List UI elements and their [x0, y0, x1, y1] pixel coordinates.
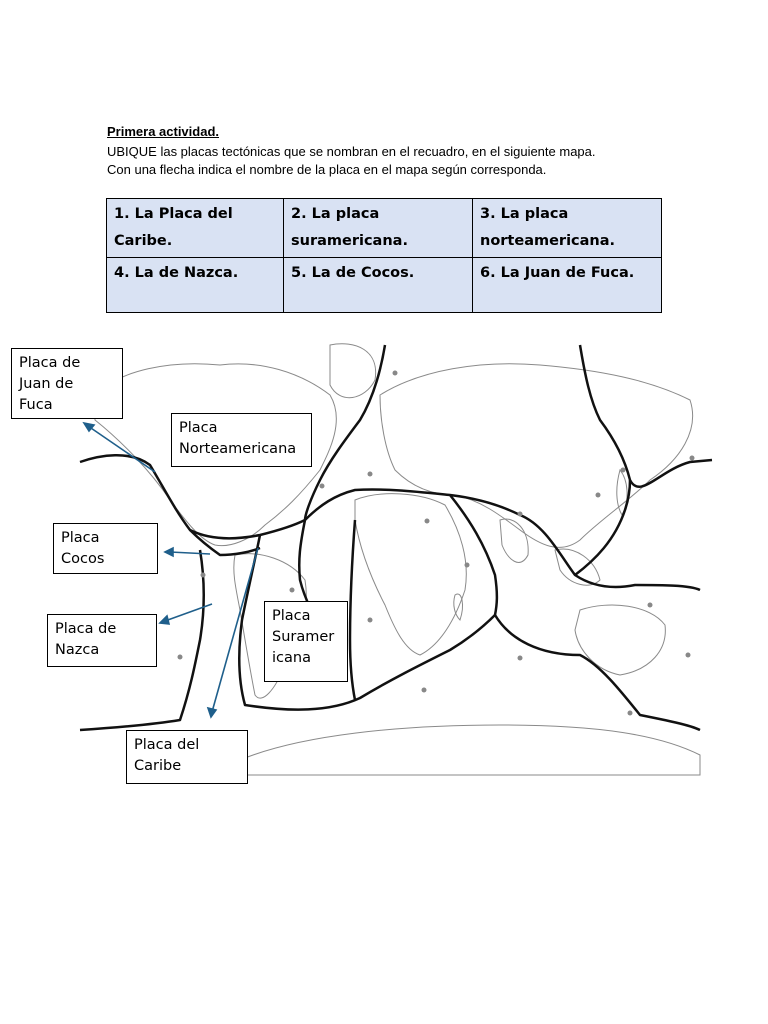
- label-line: Norteamericana: [179, 441, 297, 457]
- label-norteamericana: [171, 413, 312, 467]
- table-cell: 6. La Juan de Fuca.: [473, 258, 662, 313]
- label-juan-de-fuca: [11, 348, 123, 419]
- label-line: Placa: [179, 420, 218, 436]
- table-cell: 1. La Placa del Caribe.: [107, 199, 284, 258]
- label-line: Placa: [61, 530, 100, 546]
- label-line: Caribe: [134, 758, 182, 774]
- label-line: icana: [272, 650, 311, 666]
- label-caribe: [126, 730, 248, 784]
- label-line: Placa del: [134, 737, 200, 753]
- coastlines: [95, 344, 700, 775]
- table-cell: 2. La placa suramericana.: [284, 199, 473, 258]
- label-line: Cocos: [61, 551, 105, 567]
- label-nazca: [47, 614, 157, 667]
- table-cell: 5. La de Cocos.: [284, 258, 473, 313]
- table-row: [107, 199, 662, 258]
- plate-boundaries: [80, 345, 712, 730]
- label-line: Placa: [272, 608, 311, 624]
- instruction-line-2: Con una flecha indica el nombre de la placa en el mapa según corresponda.: [107, 162, 547, 177]
- label-line: Fuca: [19, 397, 53, 413]
- table-row: [107, 258, 662, 313]
- label-line: Nazca: [55, 642, 100, 658]
- label-line: Juan de: [19, 376, 74, 392]
- label-line: Suramer: [272, 629, 335, 645]
- plates-table: [106, 198, 662, 313]
- table-cell: 4. La de Nazca.: [107, 258, 284, 313]
- label-line: Placa de: [19, 355, 81, 371]
- instruction-line-1: UBIQUE las placas tectónicas que se nombran en el recuadro, en el siguiente mapa.: [107, 144, 596, 159]
- table-cell: 3. La placa norteamericana.: [473, 199, 662, 258]
- label-cocos: [53, 523, 158, 574]
- activity-title: Primera actividad.: [107, 124, 219, 139]
- label-suramericana: [264, 601, 348, 682]
- label-line: Placa de: [55, 621, 117, 637]
